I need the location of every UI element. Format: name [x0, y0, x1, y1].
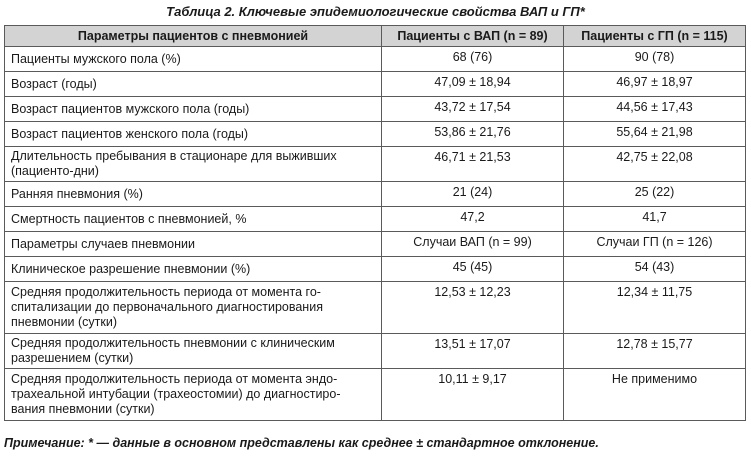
table-row — [5, 207, 746, 232]
row-label: Возраст пациентов мужского пола (годы) — [5, 97, 382, 122]
row-label: Возраст пациентов женского пола (годы) — [5, 122, 382, 147]
vap-value: 68 (76) — [382, 47, 564, 72]
header-row — [5, 26, 746, 47]
table-caption: Таблица 2. Ключевые эпидемиологические свойства ВАП и ГП* — [166, 4, 585, 19]
gp-value: Случаи ГП (n = 126) — [564, 232, 746, 257]
vap-value: 46,71 ± 21,53 — [382, 147, 564, 182]
row-label: Длительность пребывания в стационаре для выживших (пациенто-дни) — [5, 147, 382, 182]
table-row — [5, 334, 746, 369]
header-vap-patients: Пациенты с ВАП (n = 89) — [382, 26, 564, 47]
table-row — [5, 182, 746, 207]
gp-value: Не применимо — [564, 369, 746, 421]
table-row — [5, 47, 746, 72]
row-label: Смертность пациентов с пневмонией, % — [5, 207, 382, 232]
table-row — [5, 282, 746, 334]
gp-value: 44,56 ± 17,43 — [564, 97, 746, 122]
vap-value: 53,86 ± 21,76 — [382, 122, 564, 147]
gp-value: 41,7 — [564, 207, 746, 232]
vap-value: 12,53 ± 12,23 — [382, 282, 564, 334]
gp-value: 25 (22) — [564, 182, 746, 207]
table-row — [5, 122, 746, 147]
row-label: Пациенты мужского пола (%) — [5, 47, 382, 72]
vap-value: 45 (45) — [382, 257, 564, 282]
vap-value: 47,2 — [382, 207, 564, 232]
table-row — [5, 232, 746, 257]
vap-value: 47,09 ± 18,94 — [382, 72, 564, 97]
table-footnote: Примечание: * — данные в основном представлены как среднее ± стандартное отклонение. — [4, 436, 599, 450]
table-row — [5, 257, 746, 282]
row-label: Средняя продолжительность периода от момента эндо- трахеальной интубации (трахеостомии) до диагностиро- вания пневмонии (сутки) — [5, 369, 382, 421]
gp-value: 90 (78) — [564, 47, 746, 72]
vap-value: 43,72 ± 17,54 — [382, 97, 564, 122]
row-label: Ранняя пневмония (%) — [5, 182, 382, 207]
gp-value: 12,34 ± 11,75 — [564, 282, 746, 334]
row-label: Возраст (годы) — [5, 72, 382, 97]
row-label: Средняя продолжительность пневмонии с клиническим разрешением (сутки) — [5, 334, 382, 369]
table-row — [5, 72, 746, 97]
gp-value: 42,75 ± 22,08 — [564, 147, 746, 182]
row-label: Параметры случаев пневмонии — [5, 232, 382, 257]
vap-value: 10,11 ± 9,17 — [382, 369, 564, 421]
row-label: Клиническое разрешение пневмонии (%) — [5, 257, 382, 282]
table-row — [5, 97, 746, 122]
vap-value: 13,51 ± 17,07 — [382, 334, 564, 369]
gp-value: 55,64 ± 21,98 — [564, 122, 746, 147]
row-label: Средняя продолжительность периода от момента го- спитализации до первоначального диагностирования пневмонии (сутки) — [5, 282, 382, 334]
vap-value: Случаи ВАП (n = 99) — [382, 232, 564, 257]
gp-value: 46,97 ± 18,97 — [564, 72, 746, 97]
header-gp-patients: Пациенты с ГП (n = 115) — [564, 26, 746, 47]
gp-value: 12,78 ± 15,77 — [564, 334, 746, 369]
gp-value: 54 (43) — [564, 257, 746, 282]
header-parameters: Параметры пациентов с пневмонией — [5, 26, 382, 47]
table-row — [5, 369, 746, 421]
vap-value: 21 (24) — [382, 182, 564, 207]
epidemiology-table — [4, 25, 746, 421]
table-row — [5, 147, 746, 182]
